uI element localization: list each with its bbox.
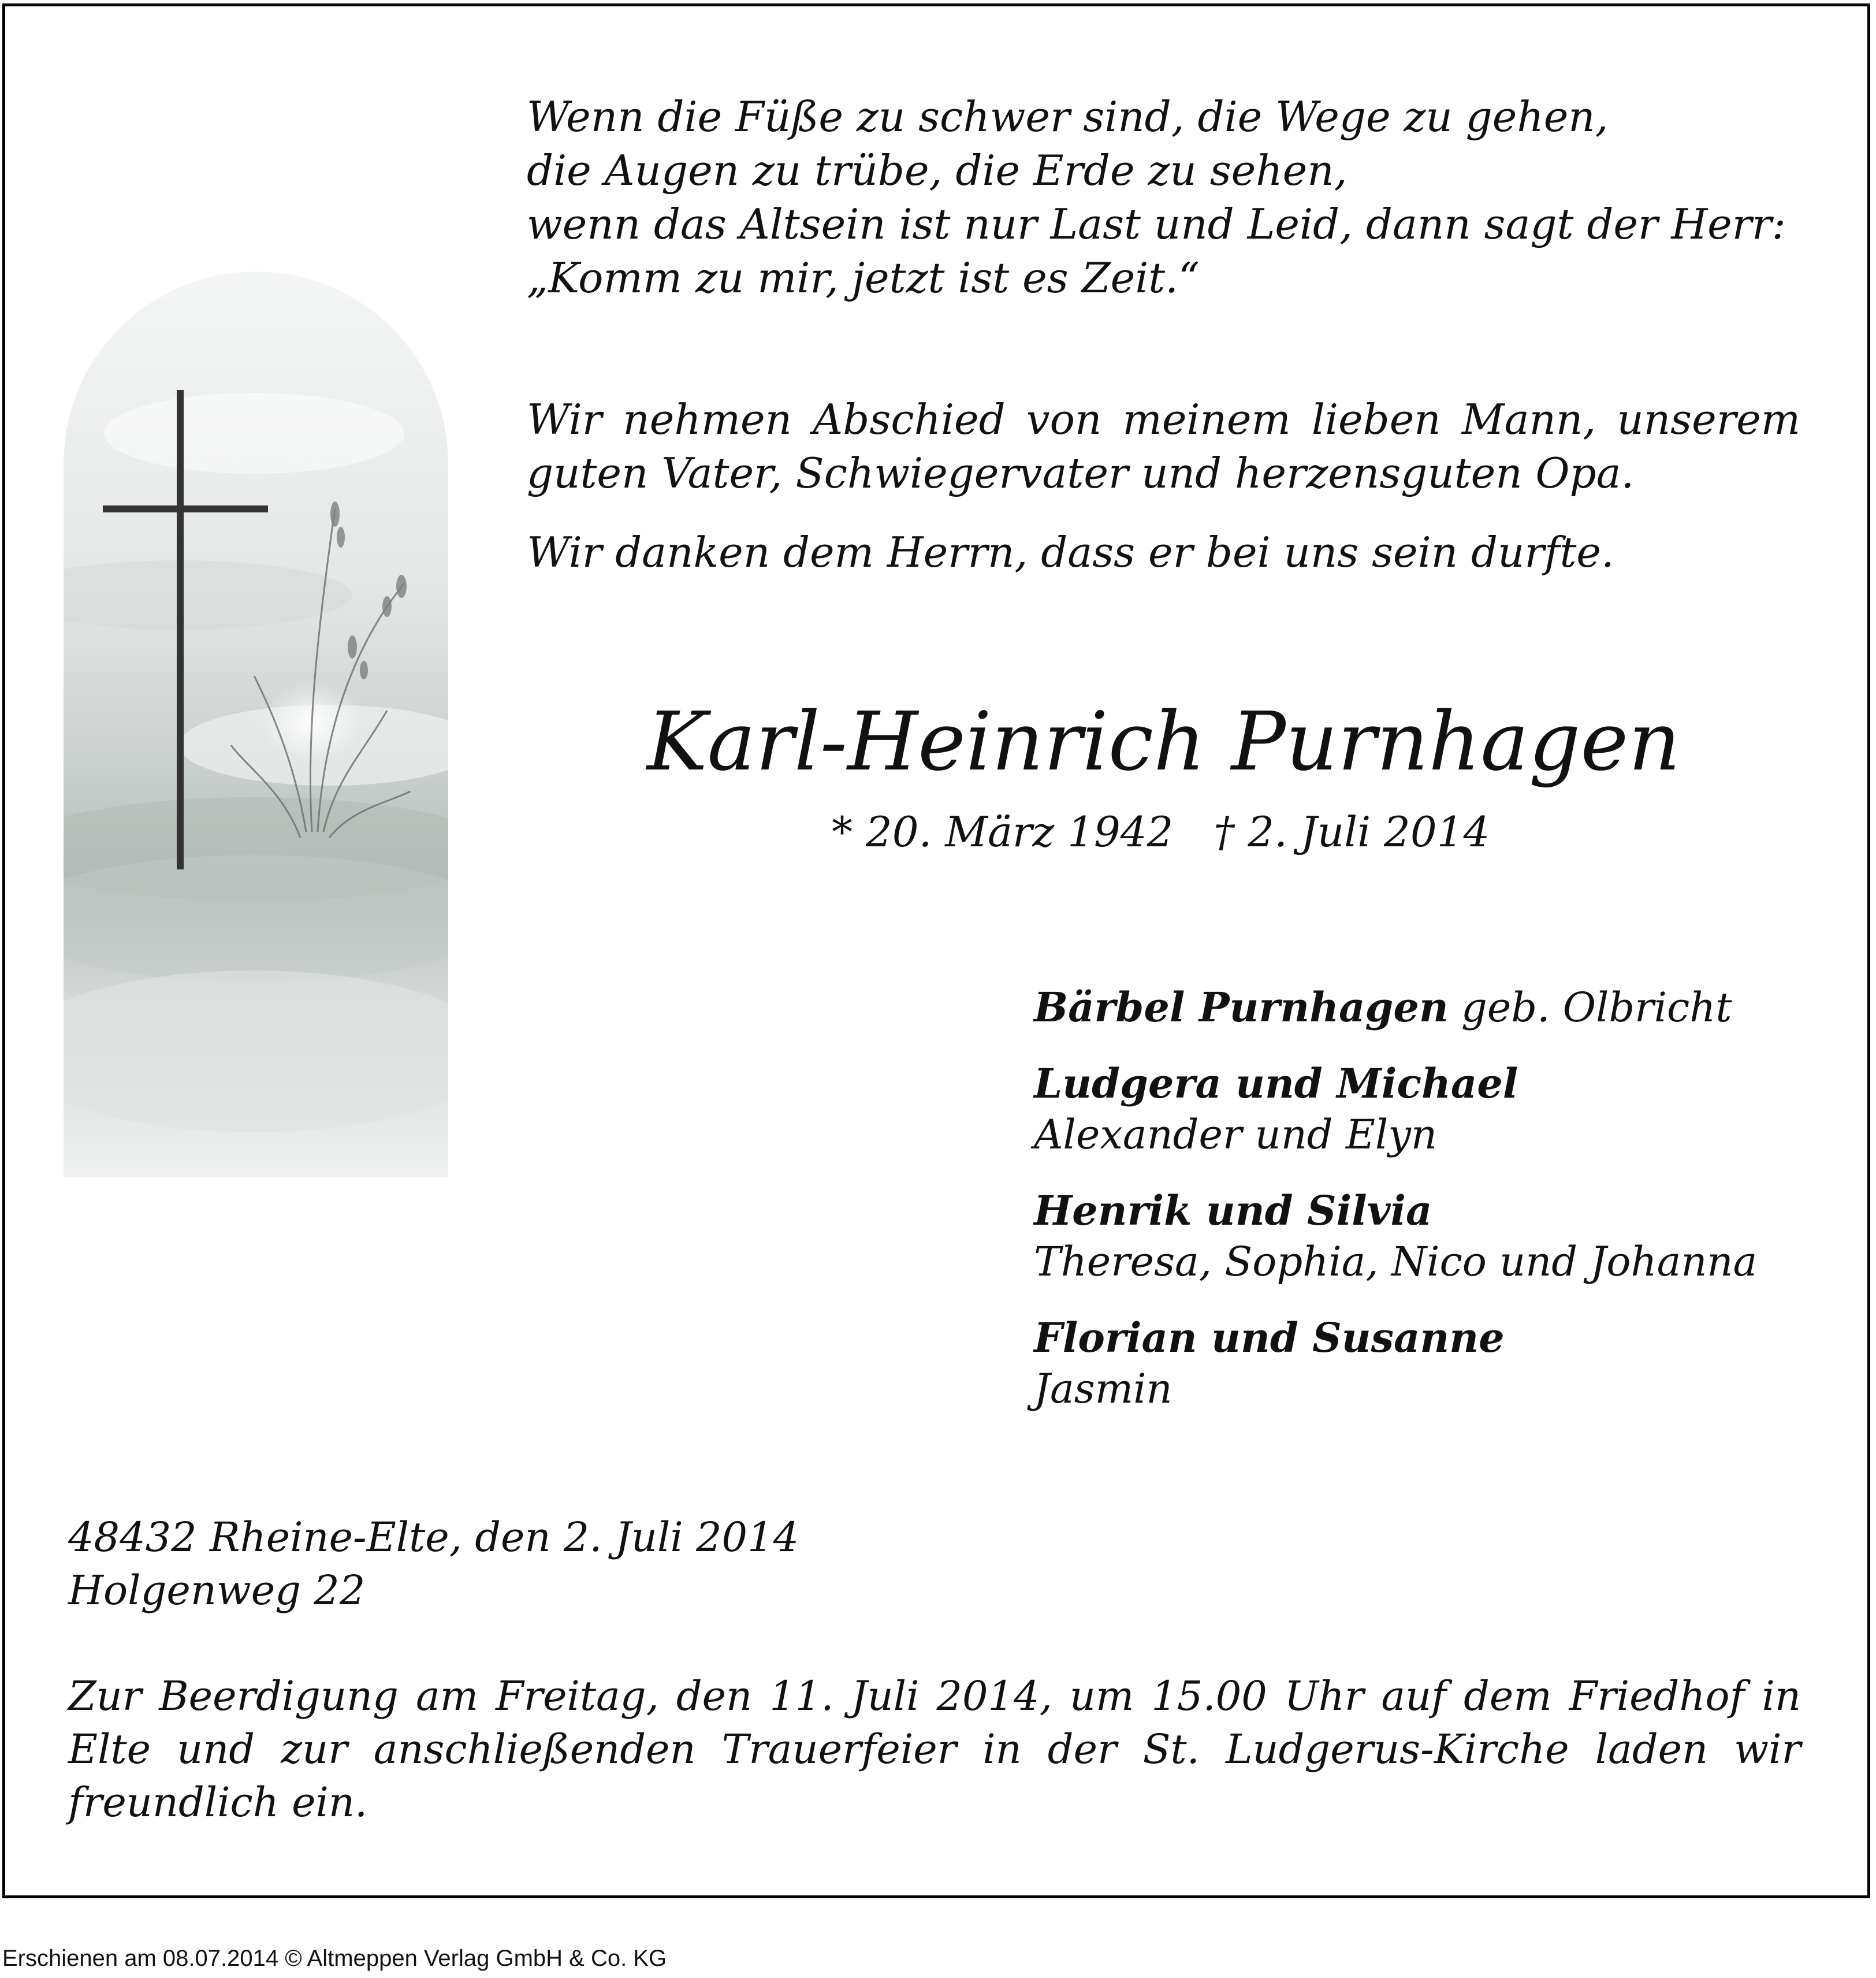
publication-footer: Erschienen am 08.07.2014 © Altmeppen Verlag GmbH & Co. KG [2,1946,667,1971]
deceased-name: Karl-Heinrich Purnhagen [647,695,1681,789]
family-names: Florian und Susanne [1034,1314,1505,1362]
poem-line: wenn das Altsein ist nur Last und Leid, dann sagt der Herr: [527,200,1786,248]
address-line: Holgenweg 22 [68,1567,366,1614]
family-group [1034,1313,1757,1414]
family-suffix: geb. Olbricht [1461,984,1732,1031]
address-line: 48432 Rheine-Elte, den 2. Juli 2014 [68,1514,799,1561]
thanks-text: Wir danken dem Herrn, dass er bei uns sein durfte. [527,528,1614,577]
poem-line: Wenn die Füße zu schwer sind, die Wege zu gehen, [527,92,1609,141]
birth-date: * 20. März 1942 [832,808,1174,856]
family-group [1034,982,1757,1033]
memorial-illustration [64,272,448,1177]
family-names: Henrik und Silvia [1034,1187,1432,1235]
death-date: † 2. Juli 2014 [1214,808,1490,856]
family-children: Jasmin [1034,1365,1172,1412]
family-children: Alexander und Elyn [1034,1111,1437,1158]
family-group [1034,1185,1757,1287]
poem [527,90,1786,305]
address [68,1511,799,1617]
family-children: Theresa, Sophia, Nico und Johanna [1034,1238,1758,1285]
cross-with-grass-icon [64,272,448,1177]
family-names: Ludgera und Michael [1034,1059,1518,1107]
poem-line: „Komm zu mir, jetzt ist es Zeit.“ [527,254,1200,302]
poem-line: die Augen zu trübe, die Erde zu sehen, [527,146,1348,195]
farewell-text: Wir nehmen Abschied von meinem lieben Mann, unserem guten Vater, Schwiegervater und herzensguten Opa. [527,395,1800,497]
family-list [1034,982,1757,1440]
funeral-notice: Zur Beerdigung am Freitag, den 11. Juli 2014, um 15.00 Uhr auf dem Friedhof in Elte und zur anschließenden Trauerfeier in der St. Ludgerus-Kirche laden wir freundlich ein. [68,1672,1801,1826]
life-dates [832,806,1490,858]
family-names: Bärbel Purnhagen [1034,983,1449,1031]
family-group [1034,1058,1757,1160]
